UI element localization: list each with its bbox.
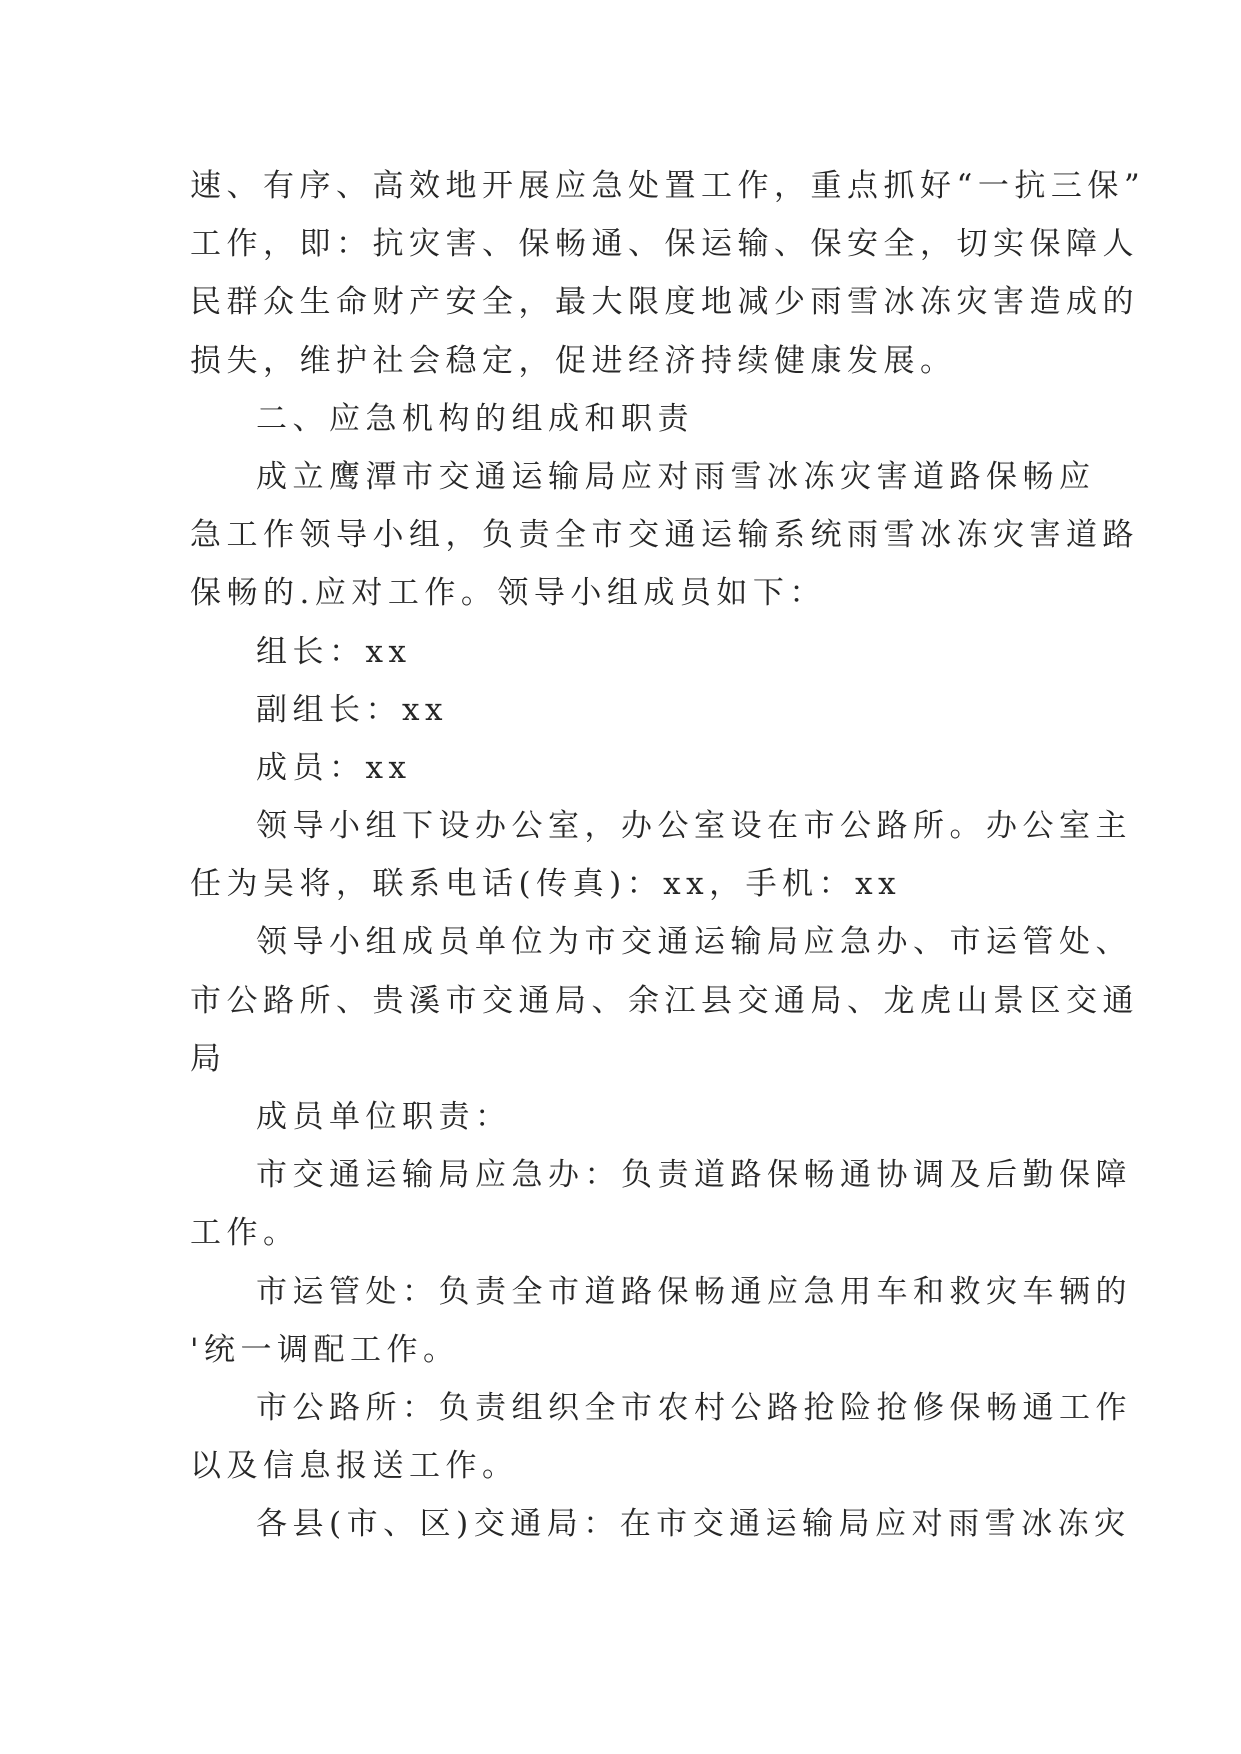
paragraph-line: 速、有序、高效地开展应急处置工作，重点抓好“一抗三保”	[190, 168, 1146, 204]
paragraph-line: 市运管处：负责全市道路保畅通应急用车和救灾车辆的	[256, 1273, 1132, 1310]
document-body	[190, 157, 1146, 1554]
paragraph-line: 工作，即：抗灾害、保畅通、保运输、保安全，切实保障人	[190, 226, 1139, 263]
section-heading: 二、应急机构的组成和职责	[256, 400, 694, 437]
member-leader: 组长：xx	[256, 633, 412, 670]
paragraph-line: 以及信息报送工作。	[190, 1448, 519, 1485]
paragraph-line: 损失，维护社会稳定，促进经济持续健康发展。	[190, 342, 957, 379]
paragraph-line: 市交通运输局应急办：负责道路保畅通协调及后勤保障	[256, 1157, 1132, 1194]
paragraph-line: 成立鹰潭市交通运输局应对雨雪冰冻灾害道路保畅应	[256, 458, 1096, 495]
member-deputy-leader: 副组长：xx	[256, 691, 448, 728]
paragraph-line: '统一调配工作。	[190, 1331, 460, 1368]
paragraph-line: 局	[190, 1040, 227, 1077]
paragraph-line: 任为吴将，联系电话(传真)：xx，手机：xx	[190, 866, 902, 903]
member-members: 成员：xx	[256, 749, 412, 786]
paragraph-line: 市公路所、贵溪市交通局、余江县交通局、龙虎山景区交通	[190, 982, 1139, 1019]
paragraph-line: 保畅的.应对工作。领导小组成员如下：	[190, 575, 826, 612]
paragraph-line: 工作。	[190, 1215, 300, 1252]
paragraph-line: 市公路所：负责组织全市农村公路抢险抢修保畅通工作	[256, 1389, 1132, 1426]
paragraph-line: 民群众生命财产安全，最大限度地减少雨雪冰冻灾害造成的	[190, 284, 1139, 321]
paragraph-line: 急工作领导小组，负责全市交通运输系统雨雪冰冻灾害道路	[190, 517, 1139, 554]
paragraph-line: 各县(市、区)交通局：在市交通运输局应对雨雪冰冻灾	[256, 1506, 1131, 1543]
paragraph-line: 成员单位职责：	[256, 1099, 512, 1135]
paragraph-line: 领导小组下设办公室，办公室设在市公路所。办公室主	[256, 808, 1132, 845]
paragraph-line: 领导小组成员单位为市交通运输局应急办、市运管处、	[256, 924, 1132, 961]
